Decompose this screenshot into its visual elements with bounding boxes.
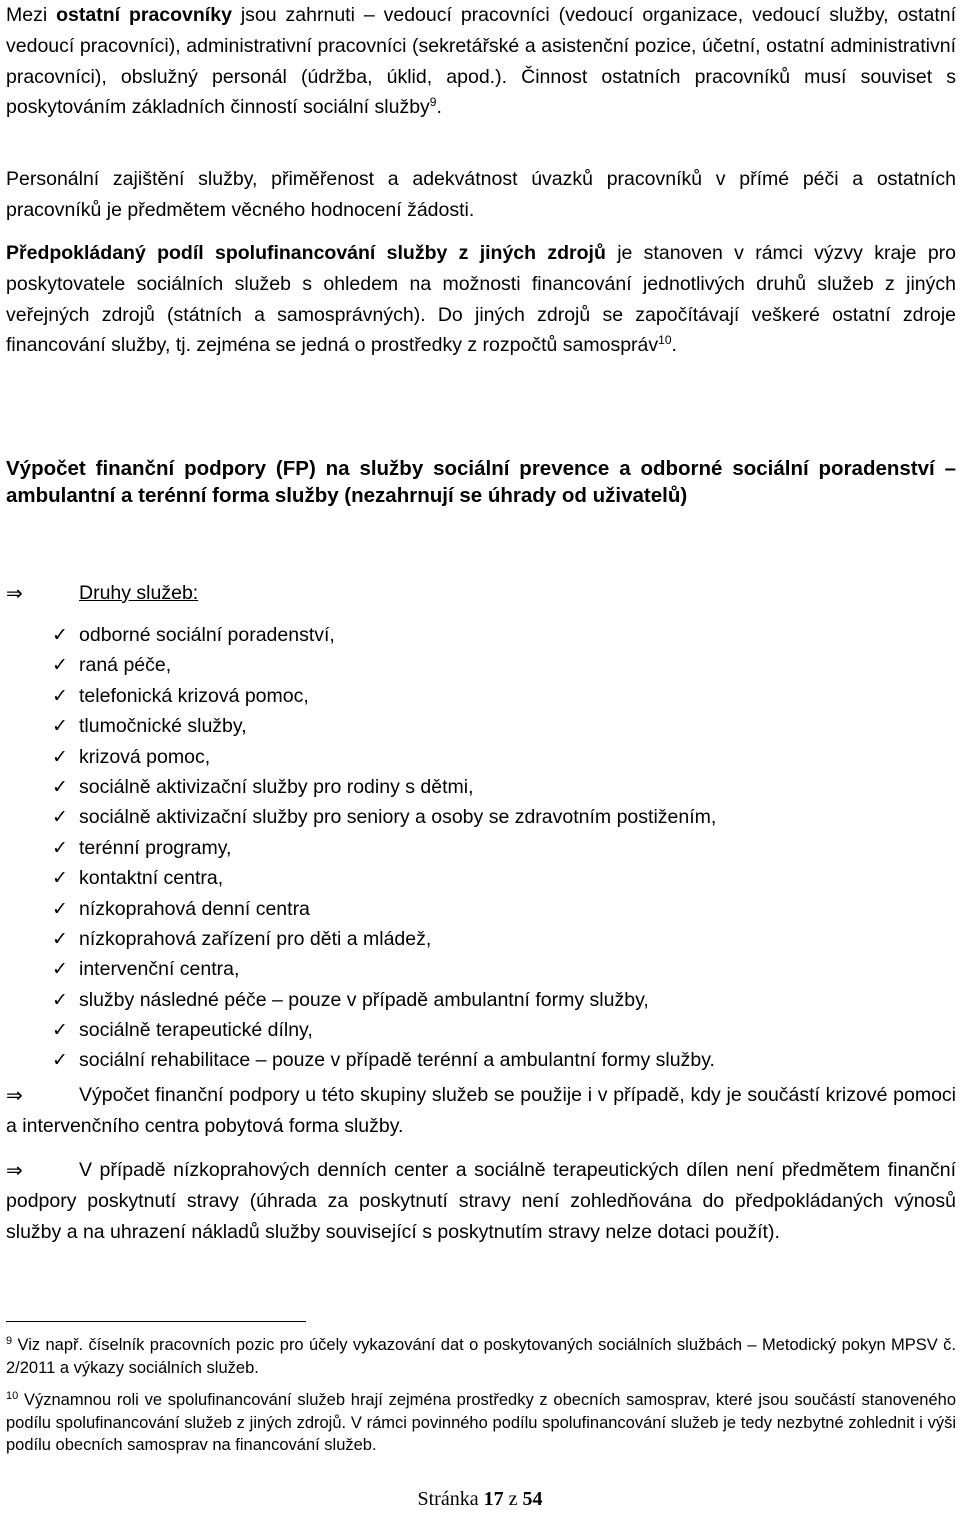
services-list [52,620,716,1076]
list-item: ✓ kontaktní centra, [52,863,716,893]
section-heading: Výpočet finanční podpory (FP) na služby sociální prevence a odborné sociální poradenství – ambulantní a terénní forma služby (nezahrnují se úhrady od uživatelů) [6,457,956,507]
checkmark-icon: ✓ [52,1049,68,1072]
arrow-right-icon: ⇒ [6,1158,23,1182]
footnote-text: Významnou roli ve spolufinancování služeb hrají zejména prostředky z obecních samosprav, které jsou součástí stanoveného podílu spolufinancování služeb z jiných zdrojů. V rámci povinného podílu spolufinancování služeb je tedy nezbytné zohlednit i výši podílu obecních samosprav na financování služeb. [6,1391,956,1454]
checkmark-icon: ✓ [52,897,68,920]
list-item: ✓ krizová pomoc, [52,742,716,772]
services-title: Druhy služeb: [79,582,199,604]
footnote-ref-9[interactable]: 9 [429,95,437,110]
list-item: ✓ intervenční centra, [52,954,716,984]
list-item: ✓ sociálně terapeutické dílny, [52,1015,716,1045]
checkmark-icon: ✓ [52,988,68,1011]
services-title-row [6,578,956,609]
list-item: ✓ služby následné péče – pouze v případě ambulantní formy služby, [52,985,716,1015]
checkmark-icon: ✓ [52,927,68,950]
arrow-right-icon: ⇒ [6,581,23,605]
list-item: ✓ telefonická krizová pomoc, [52,681,716,711]
para3-text: je stanoven v rámci výzvy kraje pro poskytovatele sociálních služeb s ohledem na možnosti financování jednotlivých druhů služeb z jiných veřejných zdrojů (státních a samosprávných). Do jiných zdrojů se započítávají veškeré ostatní zdroje financování služby, tj. zejména se jedná o prostředky z rozpočtů samospráv [6,242,957,357]
footnote-number: 10 [6,1390,19,1402]
note-crisis-help [6,1080,956,1142]
checkmark-icon: ✓ [52,867,68,890]
list-item: ✓ terénní programy, [52,833,716,863]
footnote-10 [6,1389,956,1457]
checkmark-icon: ✓ [52,715,68,738]
list-item: ✓ sociálně aktivizační služby pro seniory a osoby se zdravotním postižením, [52,802,716,832]
checkmark-icon: ✓ [52,775,68,798]
total-pages-number: 54 [522,1488,543,1510]
checkmark-icon: ✓ [52,806,68,829]
para1-lead: Mezi [6,4,57,26]
para1-tail: . [436,96,442,119]
footnote-ref-10[interactable]: 10 [658,333,672,348]
list-item: ✓ sociální rehabilitace – pouze v případě terénní a ambulantní formy služby. [52,1045,716,1075]
para1-text: jsou zahrnuti – vedoucí pracovníci (vedoucí organizace, vedoucí služby, ostatní vedoucí pracovníci), administrativní pracovníci (sekretářské a asistenční pozice, účetní, ostatní administrativní pracovníci), obslužný personál (údržba, úklid, apod.). Činnost ostatních pracovníků musí souviset s poskytováním základních činností sociální služby [6,4,956,119]
list-item: ✓ raná péče, [52,650,716,680]
para1-bold: ostatní pracovníky [56,4,232,26]
current-page-number: 17 [483,1488,504,1510]
note1-text: Výpočet finanční podpory u této skupiny služeb se použije i v případě, kdy je součástí krizové pomoci a intervenčního centra pobytová forma služby. [6,1084,956,1137]
para3-tail: . [671,334,677,357]
list-item: ✓ odborné sociální poradenství, [52,620,716,650]
page-footer: Stránka 17 z 54 [417,1488,543,1510]
list-item: ✓ tlumočnické služby, [52,711,716,741]
note2-text: V případě nízkoprahových denních center a sociálně terapeutických dílen není předmětem finanční podpory poskytnutí stravy (úhrada za poskytnutí stravy není zohledňována do předpokládaných výnosů služby a na uhrazení nákladů služby související s poskytnutím stravy nelze dotaci použít). [6,1159,956,1243]
list-item: ✓ sociálně aktivizační služby pro rodiny s dětmi, [52,772,716,802]
para3-bold: Předpokládaný podíl spolufinancování služby z jiných zdrojů [6,242,606,264]
checkmark-icon: ✓ [52,1019,68,1042]
footnote-divider [6,1321,306,1322]
list-item: ✓ nízkoprahová denní centra [52,894,716,924]
checkmark-icon: ✓ [52,624,68,646]
checkmark-icon: ✓ [52,684,68,707]
checkmark-icon: ✓ [52,745,68,768]
list-item: ✓ nízkoprahová zařízení pro děti a mládež, [52,924,716,954]
paragraph-other-staff [6,0,956,123]
paragraph-personnel: Personální zajištění služby, přiměřenost a adekvátnost úvazků pracovníků v přímé péči a ostatních pracovníků je předmětem věcného hodnocení žádosti. [6,168,956,221]
footnote-number: 9 [6,1335,13,1347]
note-low-threshold [6,1155,956,1247]
checkmark-icon: ✓ [52,654,68,677]
footnote-9 [6,1334,956,1379]
checkmark-icon: ✓ [52,958,68,981]
checkmark-icon: ✓ [52,836,68,859]
arrow-right-icon: ⇒ [6,1083,23,1107]
paragraph-cofinancing [6,238,956,361]
footnote-text: Viz např. číselník pracovních pozic pro účely vykazování dat o poskytovaných sociálních službách – Metodický pokyn MPSV č. 2/2011 a výkazy sociálních služeb. [6,1336,956,1377]
